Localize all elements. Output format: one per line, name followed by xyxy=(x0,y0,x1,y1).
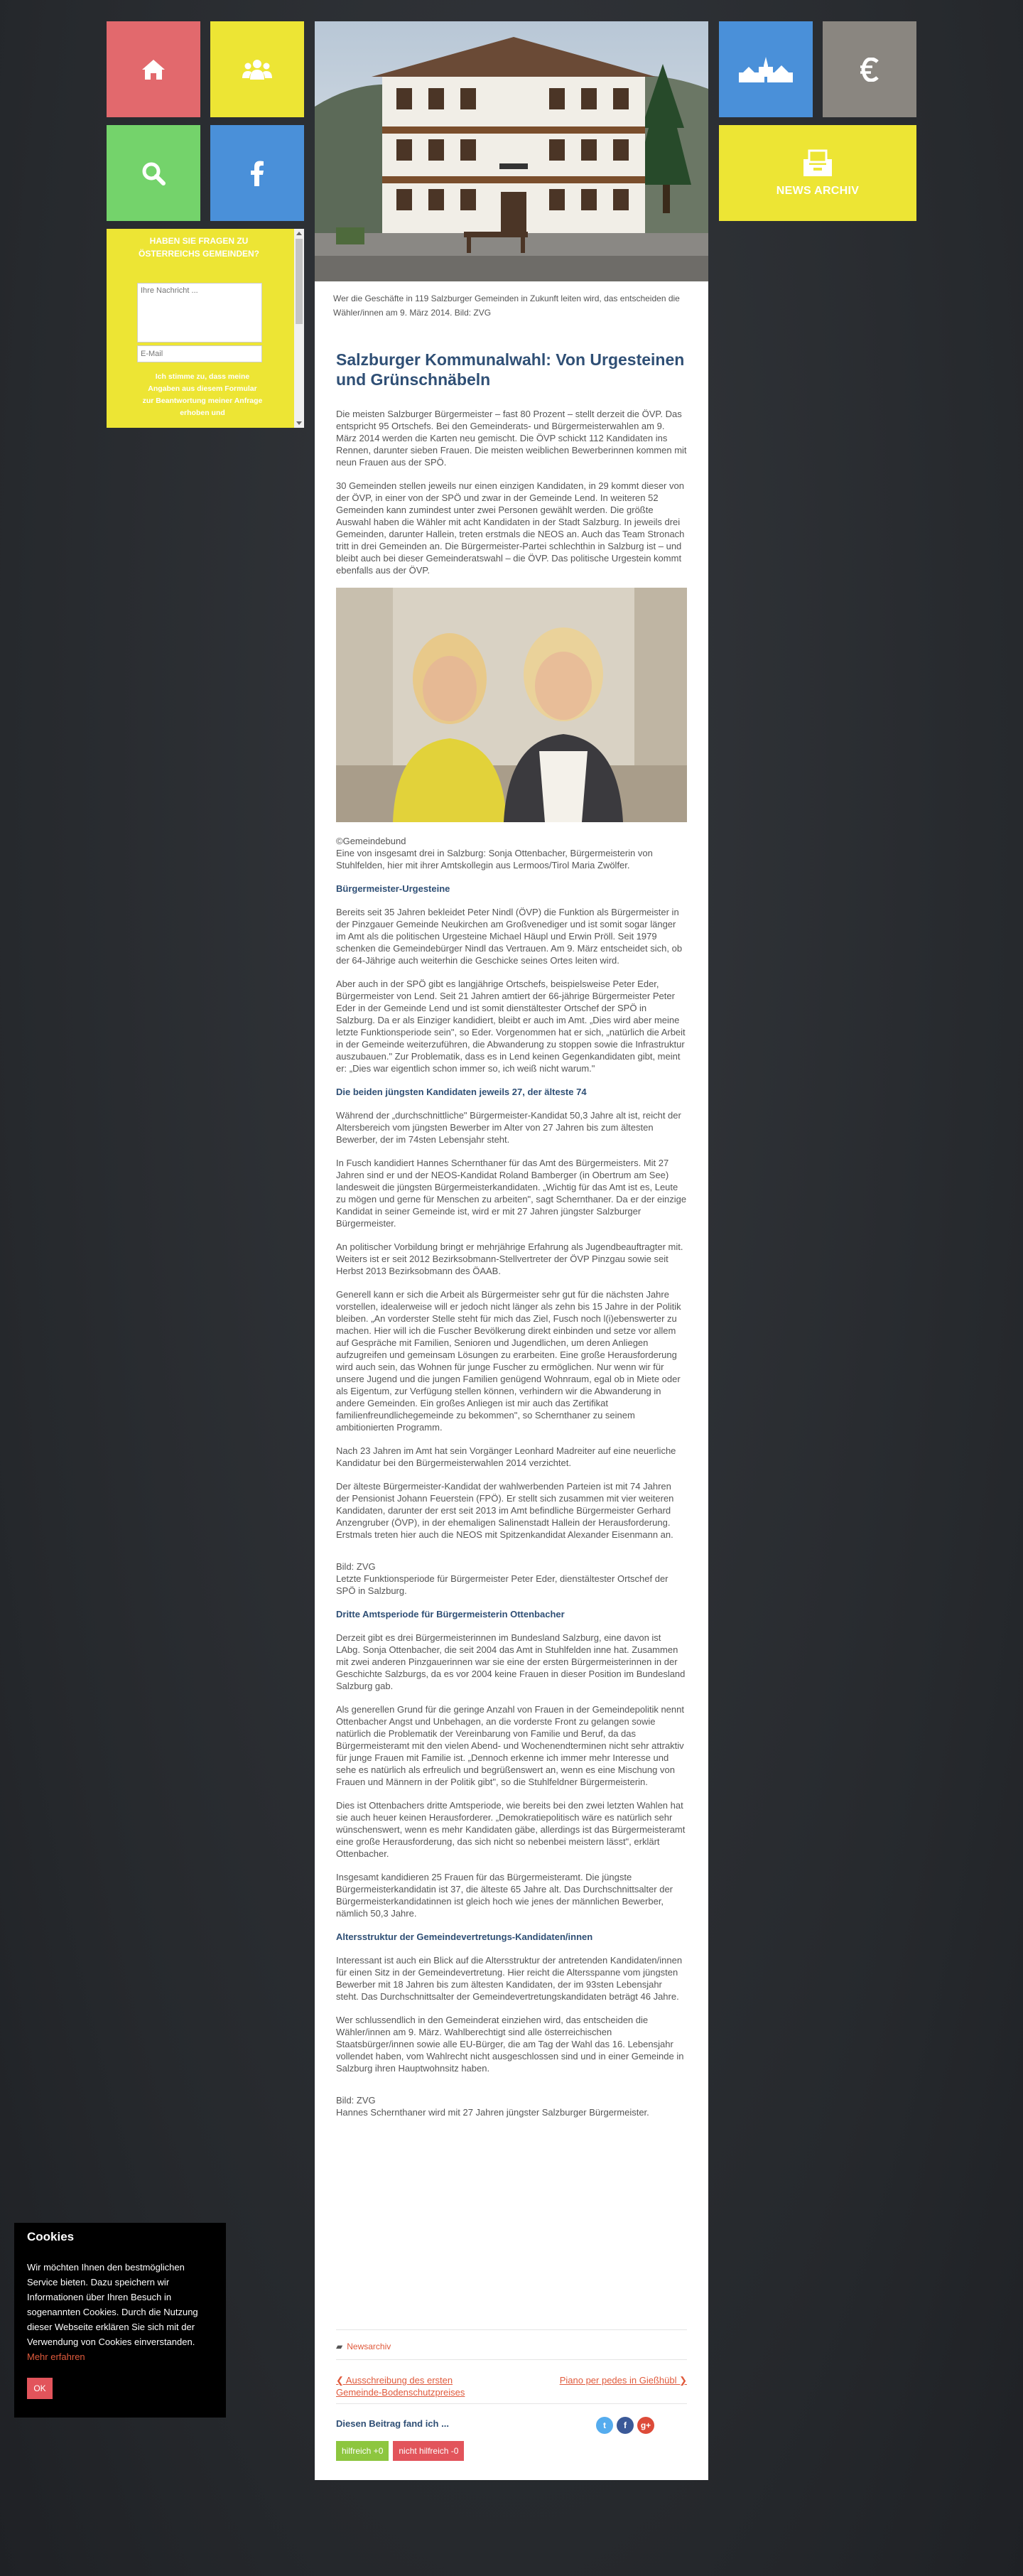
scroll-up-arrow-icon[interactable] xyxy=(296,232,302,235)
section-heading: Altersstruktur der Gemeindevertretungs-Kandidaten/innen xyxy=(336,1931,593,1942)
previous-post-link[interactable]: ❮ Ausschreibung des ersten Gemeinde-Bodenschutzpreises xyxy=(336,2375,465,2398)
contact-scrollbar[interactable] xyxy=(294,229,304,428)
image-caption: Bild: ZVG Letzte Funktionsperiode für Bürgermeister Peter Eder, dienstältester Ortschef der SPÖ in Salzburg. xyxy=(336,1561,669,1596)
article-title: Salzburger Kommunalwahl: Von Urgesteinen und Grünschnäbeln xyxy=(336,350,685,389)
helpful-button[interactable]: hilfreich +0 xyxy=(336,2441,389,2461)
group-icon xyxy=(242,58,273,81)
photo-credit: ©Gemeindebund xyxy=(336,836,406,846)
home-tile[interactable] xyxy=(107,21,200,117)
search-tile[interactable] xyxy=(107,125,200,221)
scroll-thumb[interactable] xyxy=(296,239,303,324)
news-archive-label: NEWS ARCHIV xyxy=(776,184,860,197)
facebook-share-icon[interactable]: f xyxy=(617,2417,634,2434)
euro-icon xyxy=(860,58,879,82)
section-heading: Bürgermeister-Urgesteine xyxy=(336,883,450,894)
image-caption: Bild: ZVG Hannes Schernthaner wird mit 27 Jahren jüngster Salzburger Bürgermeister. xyxy=(336,2095,649,2118)
contact-form xyxy=(107,229,304,428)
facebook-tile[interactable] xyxy=(210,125,304,221)
paragraph: Dies ist Ottenbachers dritte Amtsperiode, wie bereits bei den zwei letzten Wahlen hat sie auch heuer keinen Herausforderer. „Demokratiepolitisch wäre es natürlich sehr wünschenswert, wenn es mehr Kandidaten gäbe, allerdings ist das Bürgermeisteramt eine große Herausforderung, das sich nicht so nebenbei meistern lässt", erklärt Ottenbacher. xyxy=(336,1800,686,1859)
hero-caption: Wer die Geschäfte in 119 Salzburger Gemeinden in Zukunft leiten wird, das entscheiden die Wähler/innen am 9. März 2014. Bild: ZVG xyxy=(333,293,680,318)
cookie-banner xyxy=(14,2223,226,2418)
cookie-ok-button[interactable]: OK xyxy=(27,2378,53,2399)
article-panel xyxy=(315,21,708,2480)
paragraph: Bereits seit 35 Jahren bekleidet Peter Nindl (ÖVP) die Funktion als Bürgermeister in der Pinzgauer Gemeinde Neukirchen am Großvenediger und ist somit sogar länger im Amt als die politischen Urgesteine Michael Häupl und Erwin Pröll. Seit 1979 schenken die Gemeindebürger Nindl das Vertrauen. Am 9. März entscheidet sich, ob der 64-Jährige auch weiterhin die Geschicke seines Ortes leiten wird. xyxy=(336,907,683,966)
paragraph: In Fusch kandidiert Hannes Schernthaner für das Amt des Bürgermeisters. Mit 27 Jahren sind er und der NEOS-Kandidat Roland Bamberger (in Obertrum am See) landesweit die jüngsten Bürgermeisterkandidaten. „Wichtig für das Amt ist es, Leute zu mögen und gerne für Menschen zu arbeiten", sagt Schernthaner. Da er der einzige Kandidat in seiner Gemeinde ist, wird er mit 27 Jahren jüngster Salzburger Bürgermeister. xyxy=(336,1158,687,1229)
paragraph: Während der „durchschnittliche" Bürgermeister-Kandidat 50,3 Jahre alt ist, reicht der Altersbereich vom jüngsten Bewerber im Alter von 27 Jahren bis zum ältesten Bewerber, der im 74sten Lebensjahr steht. xyxy=(336,1110,681,1145)
municipality-tile[interactable] xyxy=(719,21,813,117)
paragraph: Der älteste Bürgermeister-Kandidat der wahlwerbenden Parteien ist mit 74 Jahren der Pensionist Johann Feuerstein (FPÖ). Er stellt sich zusammen mit vier weiteren Kandidaten, darunter der erst seit 2013 im Amt befindliche Bürgermeister Gerhard Anzengruber (ÖVP), in der ehemaligen Salinenstadt Hallein der Herausforderung. Erstmals treten hier auch die NEOS mit Spitzenkandidat Alexander Eisenmann an. xyxy=(336,1481,674,1540)
paragraph: Nach 23 Jahren im Amt hat sein Vorgänger Leonhard Madreiter auf eine neuerliche Kandidatur bei den Bürgermeisterwahlen 2014 verzichtet. xyxy=(336,1445,676,1468)
search-icon xyxy=(141,161,166,185)
scroll-down-arrow-icon[interactable] xyxy=(296,421,302,425)
paragraph: Die meisten Salzburger Bürgermeister – fast 80 Prozent – stellt derzeit die ÖVP. Das entspricht 95 Ortschefs. Bei den Gemeinderats- und Bürgermeisterwahlen am 9. März 2014 werden die Karten neu gemischt. Die ÖVP schickt 112 Kandidaten ins Rennen, darunter sieben Frauen. Die meisten weiblichen Bewerberinnen kommen mit neun Frauen aus der SPÖ. xyxy=(336,409,687,468)
contact-question: HABEN SIE FRAGEN ZU ÖSTERREICHS GEMEINDEN? xyxy=(138,236,259,259)
tag-link[interactable]: Newsarchiv xyxy=(347,2341,391,2351)
message-field[interactable] xyxy=(137,283,262,343)
group-tile[interactable] xyxy=(210,21,304,117)
paragraph: 30 Gemeinden stellen jeweils nur einen einzigen Kandidaten, in 29 kommt dieser von der ÖVP, in einer von der SPÖ und zwar in der Gemeinde Lend. In weiteren 52 Gemeinden kann zumindest unter zwei Personen gewählt werden. Die größte Auswahl haben die Wähler mit acht Kandidaten in der Stadt Salzburg. In jeweils drei Gemeinden, darunter Hallein, treten erstmals die NEOS an. Auch das Team Stronach tritt in drei Gemeinden an. Die Bürgermeister-Partei schlechthin in Salzburg ist – und bleibt auch bei dieser Gemeinderatswahl – die ÖVP. Das politische Urgestein kommt ebenfalls aus der ÖVP. xyxy=(336,480,685,576)
section-heading: Die beiden jüngsten Kandidaten jeweils 27, der älteste 74 xyxy=(336,1087,587,1097)
section-heading: Dritte Amtsperiode für Bürgermeisterin Ottenbacher xyxy=(336,1609,565,1620)
cookie-text: Wir möchten Ihnen den bestmöglichen Service bieten. Dazu speichern wir Informationen über Ihren Besuch in sogenannten Cookies. Durch die Nutzung dieser Webseite erklären Sie sich mit der Verwendung von Cookies einverstanden. xyxy=(27,2262,198,2347)
paragraph: Als generellen Grund für die geringe Anzahl von Frauen in der Gemeindepolitik nennt Ottenbacher Angst und Unbehagen, an die vorderste Front zu gelangen sowie natürlich die Problematik der Vereinbarung von Familie und Beruf, da das Bürgermeisteramt mit den vielen Abend- und Wochenendterminen nicht sehr attraktiv für junge Frauen mit Familie ist. „Dennoch erkenne ich immer mehr Interesse und sehe es natürlich als erfreulich und begrüßenswert an, wenn es eine Mischung von Frauen und Männern in der Politik gibt", so die Stuhlfeldner Bürgermeisterin. xyxy=(336,1704,684,1787)
share-buttons xyxy=(592,2417,654,2434)
cookie-title: Cookies xyxy=(27,2230,75,2243)
hero-image xyxy=(315,21,708,281)
paragraph: An politischer Vorbildung bringt er mehrjährige Erfahrung als Jugendbeauftragter mit. Weiters ist er seit 2012 Bezirksobmann-Stellvertreter der ÖVP Pinzgau sowie seit Herbst 2013 Bezirksobmann des ÖAAB. xyxy=(336,1241,683,1276)
consent-text: Ich stimme zu, dass meine Angaben aus diesem Formular zur Beantwortung meiner Anfrage erhoben und xyxy=(142,372,263,417)
article-body xyxy=(336,350,687,2130)
twitter-icon[interactable]: t xyxy=(596,2417,613,2434)
archive-icon xyxy=(802,149,833,178)
finance-tile[interactable] xyxy=(823,21,916,117)
home-icon xyxy=(141,58,166,81)
paragraph: Derzeit gibt es drei Bürgermeisterinnen im Bundesland Salzburg, eine davon ist LAbg. Sonja Ottenbacher, die seit 2004 das Amt in Stuhlfelden inne hat. Zusammen mit zwei anderen Pinzgauerinnen war sie eine der ersten Bürgermeisterinnen in der Geschichte Salzburgs, da es vor 2004 keine Frauen in dieser Position im Bundesland Salzburg gab. xyxy=(336,1632,686,1691)
chevron-left-icon: ❮ xyxy=(336,2375,346,2386)
paragraph: Insgesamt kandidieren 25 Frauen für das Bürgermeisteramt. Die jüngste Bürgermeisterkandidatin ist 37, die älteste 65 Jahre alt. Das Durchschnittsalter der Bürgermeisterkandidatinnen ist gleich hoch wie jenes der männlichen Bewerber, nämlich 50,3 Jahre. xyxy=(336,1872,673,1919)
post-navigation xyxy=(336,2359,687,2398)
more-info-link[interactable]: Mehr erfahren xyxy=(27,2351,85,2362)
paragraph: Wer schlussendlich in den Gemeinderat einziehen wird, das entscheiden die Wähler/innen am 9. März. Wahlberechtigt sind alle österreichischen Staatsbürger/innen sowie alle EU-Bürger, die am Tag der Wahl das 16. Lebensjahr vollendet haben, vom Wahlrecht nicht ausgeschlossen sind und in einer Gemeinde in Salzburg ihren Hauptwohnsitz haben. xyxy=(336,2015,684,2074)
news-archive-tile[interactable] xyxy=(719,125,916,221)
town-icon xyxy=(737,55,794,84)
helpful-question: Diesen Beitrag fand ich ... xyxy=(336,2418,449,2429)
folder-icon: ▰ xyxy=(336,2341,343,2351)
chevron-right-icon: ❯ xyxy=(676,2375,687,2386)
paragraph: Interessant ist auch ein Blick auf die Altersstruktur der antretenden Kandidaten/innen für einen Sitz in der Gemeindevertretung. Hier reicht die Altersspanne vom jüngsten Bewerber mit 18 Jahren bis zum ältesten Kandidaten, der im 93sten Lebensjahr steht. Das Durchschnittsalter der Gemeindevertretungskandidaten beträgt 46 Jahre. xyxy=(336,1955,683,2002)
google-plus-icon[interactable]: g+ xyxy=(637,2417,654,2434)
next-post-link[interactable]: Piano per pedes in Gießhübl ❯ xyxy=(559,2375,687,2386)
facebook-icon xyxy=(250,161,264,186)
email-field[interactable] xyxy=(137,345,262,362)
photo-caption: Eine von insgesamt drei in Salzburg: Sonja Ottenbacher, Bürgermeisterin von Stuhlfelden, hier mit ihrer Amtskollegin aus Lermoos/Tirol Maria Zwölfer. xyxy=(336,848,653,871)
not-helpful-button[interactable]: nicht hilfreich -0 xyxy=(393,2441,464,2461)
photo-mayors xyxy=(336,588,687,822)
article-tags xyxy=(336,2329,687,2351)
paragraph: Aber auch in der SPÖ gibt es langjährige Ortschefs, beispielsweise Peter Eder, Bürgermeister von Lend. Seit 21 Jahren amtiert der 66-jährige Bürgermeister Peter Eder in der Gemeinde Lend und ist somit dienstältester Ortschef der SPÖ in Salzburg. Da er als Einziger kandidiert, bleibt er auch im Amt. „Dies wird aber meine letzte Funktionsperiode sein", so Eder. Vorgenommen hat er sich, „natürlich die Arbeit in der Gemeinde weiterzuführen, die Abwanderung zu stoppen sowie die Infrastruktur auszubauen." Zur Problematik, dass es in Lend keinen Gegenkandidaten gibt, meint er: „Dies war eigentlich schon immer so, ich weiß nicht warum." xyxy=(336,979,686,1074)
paragraph: Generell kann er sich die Arbeit als Bürgermeister sehr gut für die nächsten Jahre vorstellen, idealerweise will er jedoch nicht länger als zehn bis 15 Jahre in der Politik bleiben. „An vorderster Stelle steht für mich das Ziel, Fusch noch l(i)ebenswerter zu machen. Hier will ich die Fuscher Bevölkerung direkt einbinden und setze vor allem auf Gespräche mit Familien, Senioren und Jugendlichen, um deren Anliegen aufzugreifen und gemeinsam Lösungen zu erarbeiten. Eine große Herausforderung wird auch sein, das Wohnen für junge Fuscher zu ermöglichen. Nur wenn wir für unsere Jugend und die jungen Familien genügend Wohnraum, egal ob in Miete oder als Eigentum, zur Verfügung stellen können, verhindern wir die Abwanderung in andere Gemeinden. Ein großes Anliegen ist mir auch das Zertifikat familienfreundlichegemeinde zu bekommen", so Schernthaner zu seinem ambitionierten Programm. xyxy=(336,1289,681,1433)
helpful-vote xyxy=(336,2403,687,2456)
